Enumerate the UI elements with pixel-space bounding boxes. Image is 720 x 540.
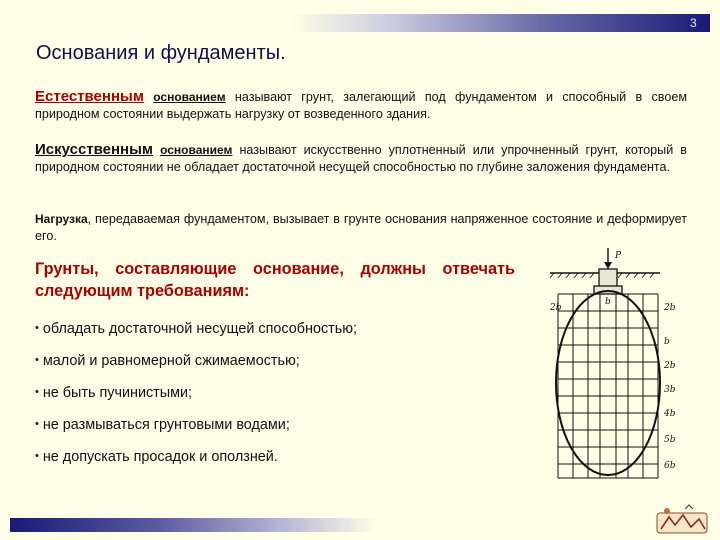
bottom-gradient-bar — [10, 518, 378, 532]
label-right-3: 2b — [664, 361, 676, 371]
bullet-icon: • — [35, 354, 39, 366]
slide-number: 3 — [690, 16, 697, 30]
list-item — [35, 318, 515, 350]
bullet-icon: • — [35, 418, 39, 430]
label-right-4: 3b — [664, 385, 676, 395]
list-item-text: обладать достаточной несущей способностью; — [42, 321, 358, 337]
requirements-list — [35, 318, 515, 478]
term-foundation: основанием — [153, 90, 226, 104]
bullet-icon: • — [35, 322, 39, 334]
label-right-1: 2b — [664, 303, 676, 313]
list-item-text: не размываться грунтовыми водами; — [42, 417, 290, 433]
list-item — [35, 414, 515, 446]
stress-bulb-diagram — [548, 246, 698, 486]
top-gradient-bar — [290, 14, 710, 32]
requirements-heading: Грунты, составляющие основание, должны отвечать следующим требованиям: — [35, 260, 515, 300]
bullet-icon: • — [35, 450, 39, 462]
list-item — [35, 446, 515, 478]
label-right-2: b — [664, 337, 670, 347]
list-item-text: не допускать просадок и оползней. — [42, 449, 278, 465]
list-item-text: малой и равномерной сжимаемостью; — [42, 353, 300, 369]
list-item — [35, 382, 515, 414]
label-width: b — [605, 297, 611, 307]
label-right-6: 5b — [664, 435, 676, 445]
paragraph-text: называют грунт, залегающий под фундаментом и способный в своем природном состоянии выдержать нагрузку от возведенного здания. — [35, 90, 688, 121]
label-right-7: 6b — [664, 461, 676, 471]
paragraph-natural-foundation — [35, 88, 687, 123]
term-artificial: Искусственным — [35, 141, 154, 158]
list-item-text: не быть пучинистыми; — [42, 385, 193, 401]
paragraph-artificial-foundation — [35, 141, 687, 176]
label-right-5: 4b — [664, 409, 676, 419]
paragraph-load — [35, 211, 687, 245]
logo-icon — [655, 503, 711, 537]
term-load: Нагрузка — [35, 212, 88, 226]
label-load: P — [615, 251, 622, 261]
label-left: 2b — [550, 303, 562, 313]
term-natural: Естественным — [35, 88, 144, 105]
bullet-icon: • — [35, 386, 39, 398]
list-item — [35, 350, 515, 382]
term-foundation: основанием — [160, 143, 233, 157]
slide-title: Основания и фундаменты. — [36, 42, 286, 64]
paragraph-text: , передаваемая фундаментом, вызывает в грунте основания напряженное состояние и деформирует его. — [35, 212, 687, 243]
paragraph-text: называют искусственно уплотненный или упрочненный грунт, который в природном состоянии не обладает достаточной несущей способностью по глубине заложения фундамента. — [35, 143, 687, 174]
